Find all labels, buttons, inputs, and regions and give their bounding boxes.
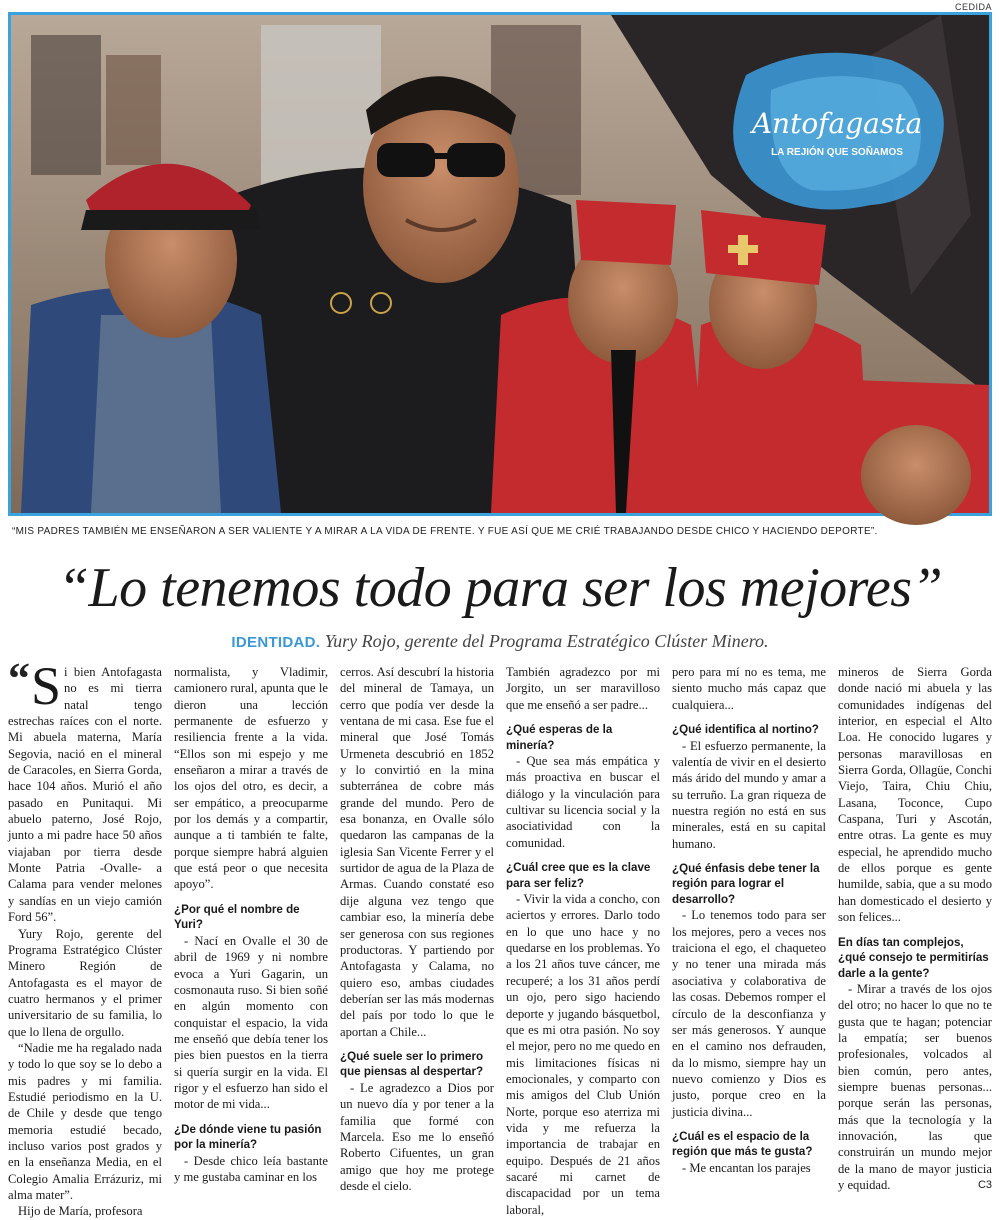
deck-text: Yury Rojo, gerente del Programa Estratégico Clúster Minero. — [324, 631, 769, 651]
article-column-2 — [174, 664, 328, 1184]
photo-illustration — [11, 15, 989, 513]
article-column-1 — [8, 654, 162, 1219]
interview-question: ¿Qué énfasis debe tener la región para lograr el desarrollo? — [672, 861, 820, 906]
interview-answer: - Vivir la vida a concho, con aciertos y errores. Darlo todo en lo que uno hace y no quedarse en los problemas. Yo a los 21 años tuve cáncer, me recuperé; a los 31 años perdí un ojo, pero sigo haciendo deporte y jugando básquetbol, que es mi otra pasión. No soy el mejor, pero no me quedo en mis limitaciones físicas ni emocionales, y comparto con mis amigos del Club Unión Norte, porque eso aterriza mi vida y me refuerza la importancia de trabajar en equipo. Después de 21 años sacaré mi carnet de discapacidad por un tema laboral, — [506, 892, 660, 1217]
interview-question: En días tan complejos, ¿qué consejo te permitirías darle a la gente? — [838, 935, 989, 980]
interview-question: ¿Qué suele ser lo primero que piensas al despertar? — [340, 1049, 484, 1079]
logo-subtitle: LA REJIÓN QUE SOÑAMOS — [771, 147, 903, 158]
end-mark-icon: C3 — [977, 1179, 992, 1192]
open-quote-icon: “ — [8, 654, 30, 703]
paragraph: Hijo de María, profesora — [18, 1204, 143, 1219]
interview-question: ¿Cuál es el espacio de la región que más te gusta? — [672, 1129, 813, 1159]
interview-answer: - Le agradezco a Dios por un nuevo día y por tener a la familia que formé con Marcela. Eso me lo enseñó Roberto Cifuentes, un gran amigo que hoy me protege desde el cielo. — [340, 1080, 494, 1193]
final-answer-text: - Mirar a través de los ojos del otro; no hacer lo que no te gusta que te hagan; potenciar la empatía; ser buenos profesionales, volcados al bien común, pero antes, siempre buenas personas... porque serán las personas, más que la tecnología y la innovación, las que construirán un mundo mejor de la mano de mayor justicia y equidad. — [838, 982, 992, 1193]
interview-question: ¿De dónde viene tu pasión por la minería? — [174, 1122, 322, 1152]
photo-caption: “MIS PADRES TAMBIÉN ME ENSEÑARON A SER VALIENTE Y A MIRAR A LA VIDA DE FRENTE. Y FUE ASÍ QUE ME CRIÉ TRABAJANDO DESDE CHICO Y HACIENDO DEPORTE”. — [12, 526, 878, 537]
interview-answer: - Que sea más empática y más proactiva en buscar el diálogo y la vinculación para cultivar su licencia social y la asociatividad con la comunidad. — [506, 754, 660, 850]
opening-text: i bien Antofagasta no es mi tierra natal tengo estrechas raíces con el norte. Mi abuela materna, María Segovia, nació en el mineral de Caracoles, en Sierra Gorda, hace 104 años. Murió el año pasado en Punitaqui. Mi abuelo paterno, José Rojo, junto a mi padre hace 50 años viajaban por tierra desde Monte Patria -Ovalle- a Calama para vender melones y sandías en un viejo camión Ford 56”. — [8, 665, 162, 925]
interview-answer: - Me encantan los parajes — [682, 1160, 811, 1175]
headline: “Lo tenemos todo para ser los mejores” — [57, 557, 943, 619]
opening-paragraph — [8, 654, 162, 926]
photo-credit: CEDIDA — [954, 2, 992, 12]
interview-answer: - Desde chico leía bastante y me gustaba caminar en los — [174, 1153, 328, 1184]
paragraph: normalista, y Vladimir, camionero rural, apunta que le dieron una lección permanente de esfuerzo y resiliencia frente a la vida. “Ellos son mi espejo y me enseñaron a mirar a través de los ojos del otro, es decir, a ser empático, a preocuparme por los demás y a compartir, aunque a ti también te falte, porque siempre habrá alguien que está peor o que necesita apoyo”. — [174, 665, 328, 892]
interview-answer — [838, 981, 992, 1193]
paragraph: cerros. Así descubrí la historia del mineral de Tamaya, un cerro que podía ver desde la ventana de mi casa. Ese fue el mineral que José Tomás Urmeneta descubrió en 1852 y lo convirtió en la mina subterránea de cobre más grande del mundo. Pero de esa bonanza, en Ovalle sólo quedaron las campanas de la iglesia San Vicente Ferrer y el surtidor de agua de la Plaza de Armas. Cuando constaté eso dije alguna vez tengo que cambiar eso, la minería debe ser generosa con sus regiones productoras. Y partiendo por Antofagasta y Calama, no quiero eso, ambas ciudades deberían ser las más modernas del país por todo lo que le aportan a Chile... — [340, 665, 494, 1039]
article-column-5 — [672, 664, 826, 1175]
paragraph: También agradezco por mi Jorgito, un ser maravilloso que me enseñó a ser padre... — [506, 665, 660, 712]
article-column-6 — [838, 664, 992, 1193]
drop-cap: S — [31, 656, 62, 716]
interview-question: ¿Cuál cree que es la clave para ser feliz? — [506, 861, 651, 890]
interview-question: ¿Qué esperas de la minería? — [506, 723, 613, 752]
paragraph: “Nadie me ha regalado nada y todo lo que soy se lo debo a mis padres y mi familia. Estudié periodismo en la U. de Chile y desde que tengo memoria estudié becado, incluso varios post grados y en la enseñanza Media, en el Colegio Amalia Errázuriz, mi alma mater”. — [8, 1040, 162, 1202]
interview-question: ¿Por qué el nombre de Yuri? — [174, 902, 300, 932]
article-body — [8, 654, 992, 1219]
interview-answer: - El esfuerzo permanente, la valentía de vivir en el desierto más árido del mundo y amar a su terruño. La gran riqueza de nuestra región no está en sus minerales, está en su capital humano. — [672, 738, 826, 851]
interview-question: ¿Qué identifica al nortino? — [672, 723, 819, 737]
article-column-3 — [340, 664, 494, 1193]
deck — [0, 631, 1000, 652]
interview-answer: - Nací en Ovalle el 30 de abril de 1969 y ni nombre evoca a Yuri Gagarin, un cosmonauta ruso. Si bien soñé en algún momento con conquistar el espacio, la vida me enseñó que debía tener los pies bien puestos en la tierra si quería surgir en la vida. El rigor y el esfuerzo han sido el motor de mi vida... — [174, 933, 328, 1112]
paragraph: pero para mí no es tema, me siento mucho más capaz que cualquiera... — [672, 665, 826, 712]
paragraph: Yury Rojo, gerente del Programa Estratégico Clúster Minero Región de Antofagasta es el mayor de cuatro hermanos y el primer universitario de su familia, lo que lo llena de orgullo. — [8, 926, 162, 1039]
deck-kicker: IDENTIDAD. — [231, 634, 321, 651]
feature-photo — [8, 12, 992, 516]
antofagasta-logo — [733, 53, 944, 210]
paragraph: mineros de Sierra Gorda donde nació mi abuela y las comunidades indígenas del interior, en especial el Alto Loa. He conocido lugares y personas maravillosas en Sierra Gorda, Ollagüe, Conchi Viejo, Taira, Chiu Chiu, Lasana, Toconce, Cupo Caspana, Turi y Ascotán, entre otras. La gente es muy especial, he aprendido mucho de ellos porque es gente humilde, sabia, que a su modo han domesticado el desierto y son felices... — [838, 665, 992, 925]
interview-answer: - Lo tenemos todo para ser los mejores, pero a veces nos traiciona el ego, el chaqueteo y no tener una mirada más asociativa y colaborativa de las cosas. Debemos romper el círculo de la desconfianza y ser más generosos. Y aunque en el camino nos defrauden, da lo mismo, siempre hay un nuevo comienzo y Dios es justo, porque creo en la justicia divina... — [672, 908, 826, 1119]
article-column-4 — [506, 664, 660, 1217]
logo-title: Antofagasta — [751, 107, 923, 140]
